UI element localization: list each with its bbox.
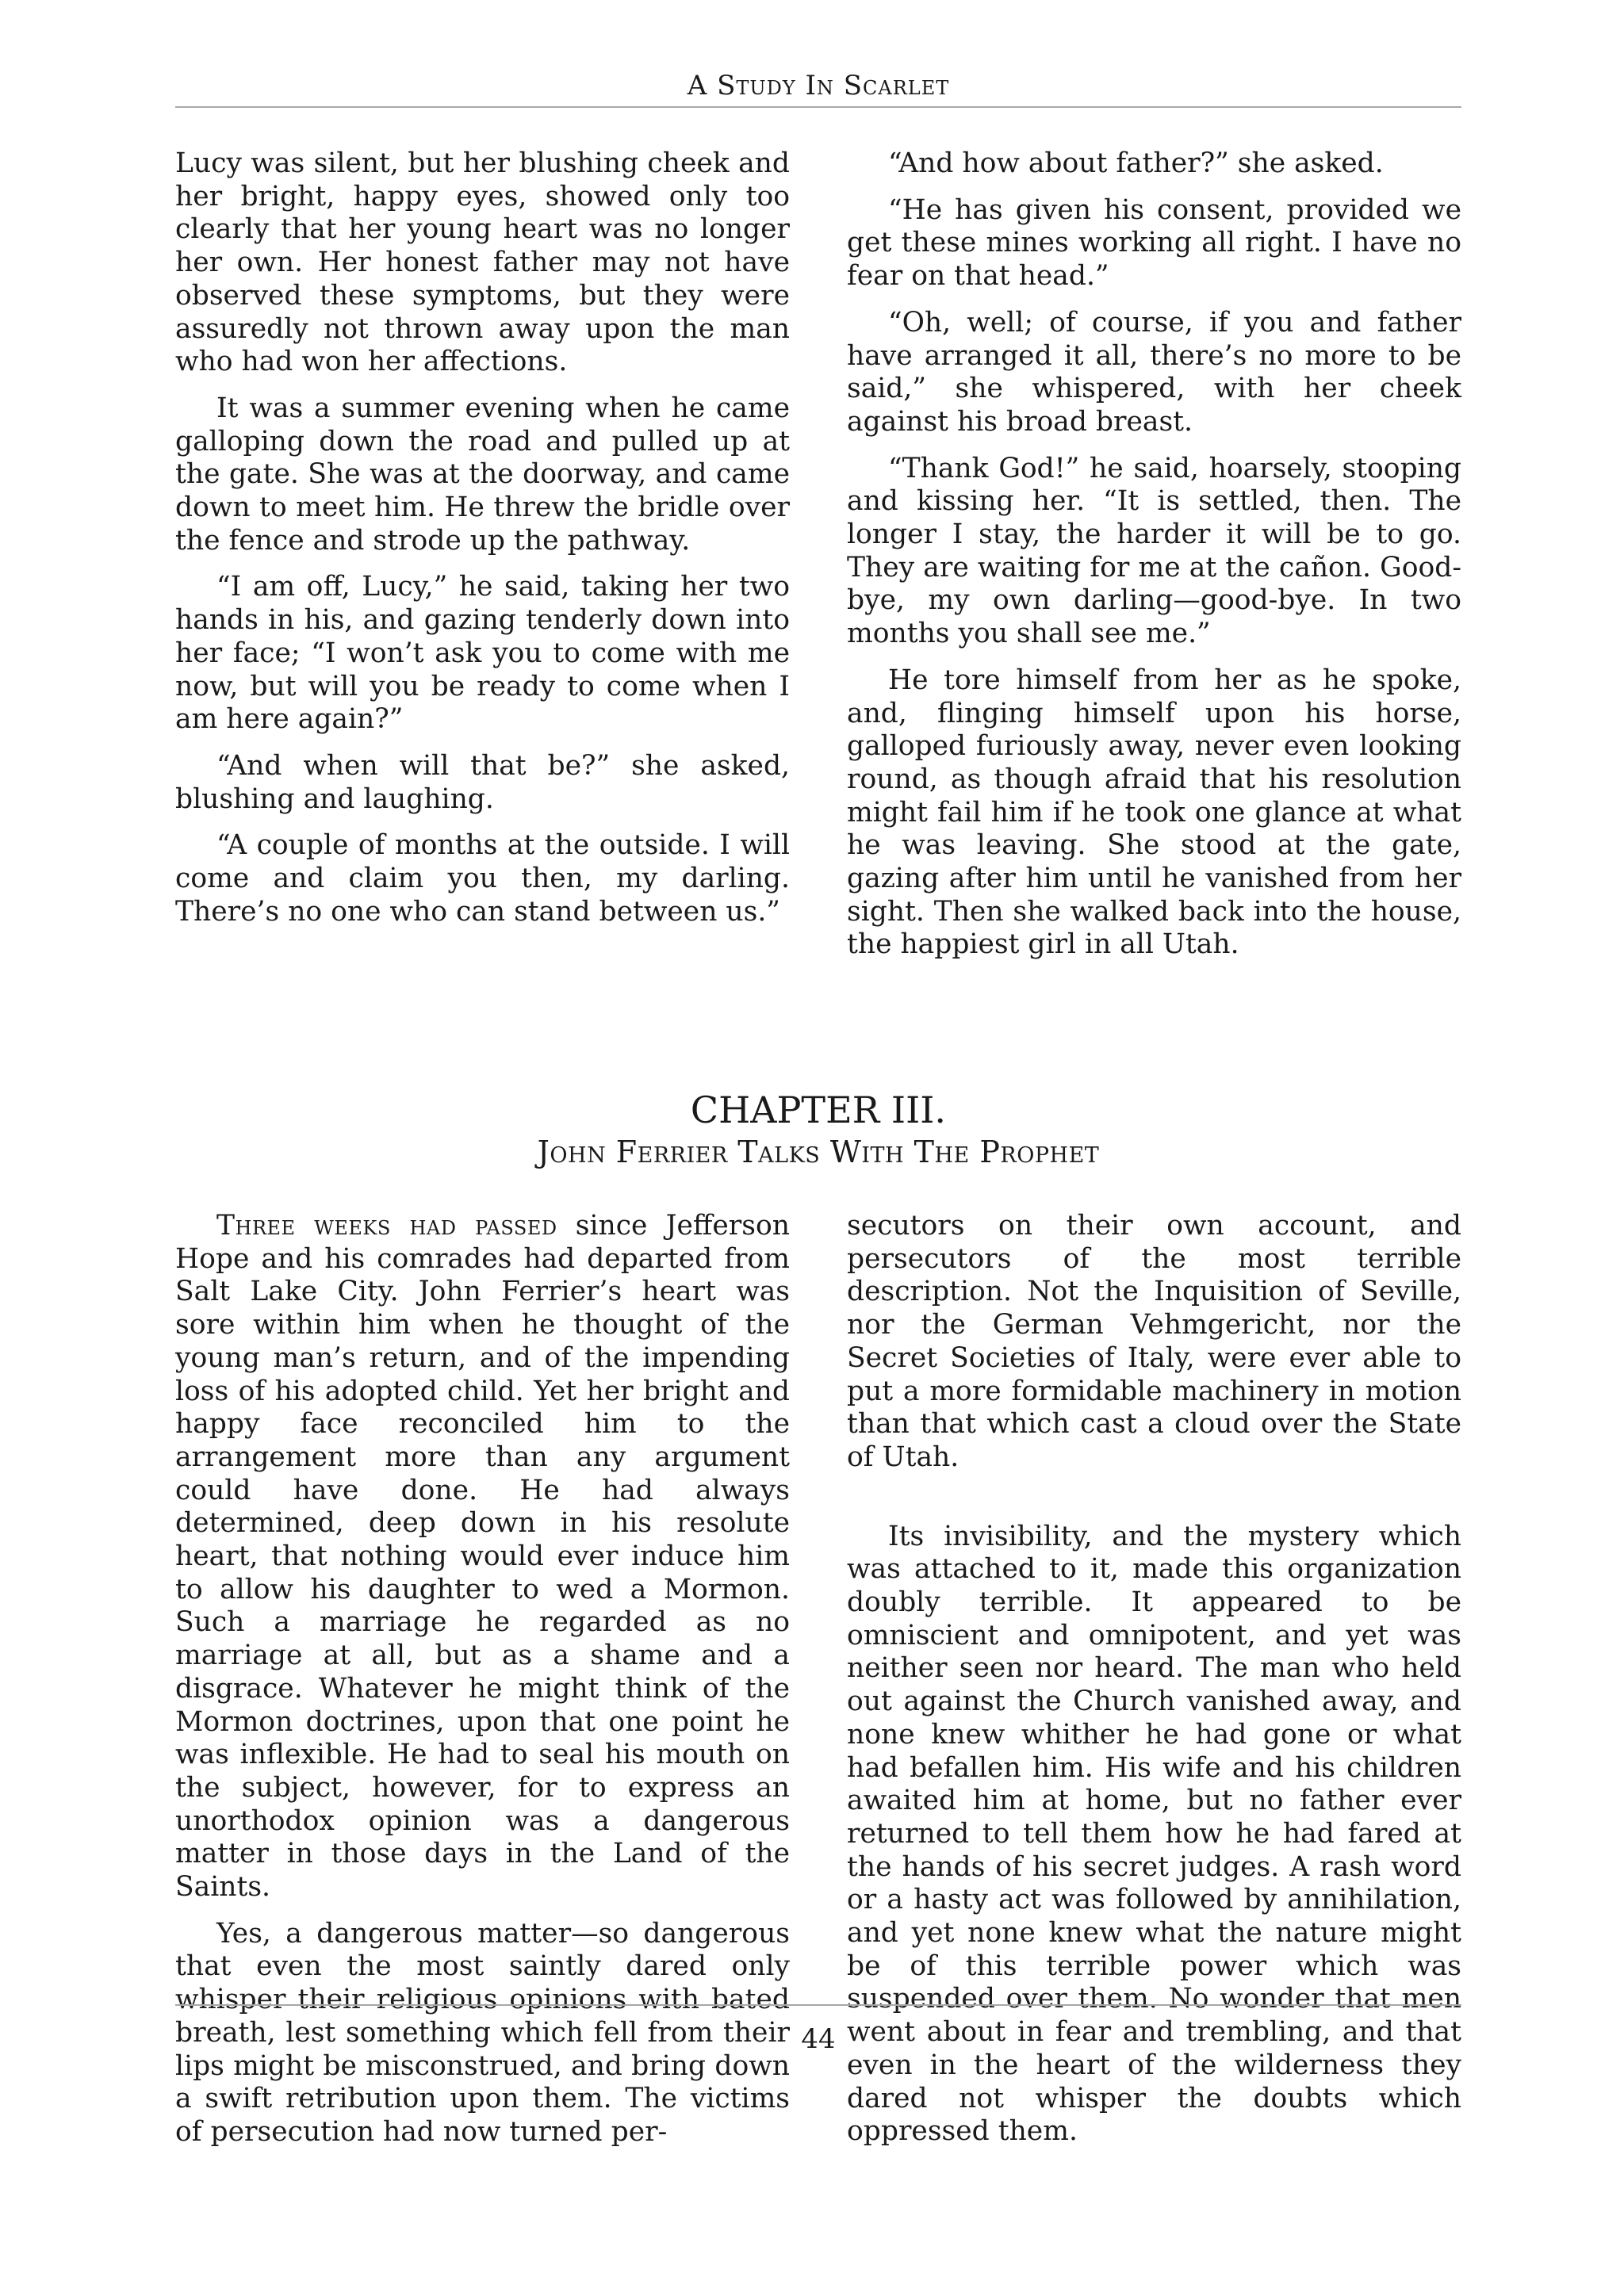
bottom-left-column [175, 1210, 790, 2163]
paragraph: It was a summer evening when he came galloping down the road and pulled up at the gate. She was at the doorway, and came down to meet him. He threw the bridle over the fence and strode up the pathway. [175, 392, 790, 557]
paragraph: Yes, a dangerous matter—so dangerous that even the most saintly dared only whisper their religious opinions with bated breath, lest something which fell from their lips might be misconstrued, and bring down a swift retribution upon them. The victims of persecution had now turned per- [175, 1917, 790, 2148]
paragraph: Lucy was silent, but her blushing cheek and her bright, happy eyes, showed only too clearly that her young heart was no longer her own. Her honest father may not have observed these symptoms, but they were assuredly not thrown away upon the man who had won her affections. [175, 147, 790, 378]
paragraph: “And how about father?” she asked. [888, 147, 1384, 179]
top-left-column [175, 147, 790, 942]
footer-rule [175, 2004, 1461, 2006]
running-head: A Study In Scarlet [687, 70, 950, 101]
paragraph: “A couple of months at the outside. I will come and claim you then, my darling. There’s no one who can stand between us.” [175, 829, 790, 928]
page-number: 44 [801, 2023, 836, 2055]
chapter-subtitle: John Ferrier Talks With The Prophet [537, 1135, 1100, 1169]
paragraph: “Thank God!” he said, hoarsely, stooping and kissing her. “It is settled, then. The longer I stay, the harder it will be to go. They are waiting for me at the cañon. Good-bye, my own darling—good-bye. In two months you shall see me.” [847, 452, 1461, 650]
opening-words: Three weeks had passed [216, 1210, 557, 1242]
paragraph: “And when will that be?” she asked, blushing and laughing. [175, 749, 790, 815]
header-rule [175, 106, 1461, 108]
bottom-right-column [847, 1210, 1461, 2162]
paragraph: He tore himself from her as he spoke, and, flinging himself upon his horse, galloped furiously away, never even looking round, as though afraid that his resolution might fail him if he took one glance at what he was leaving. She stood at the gate, gazing after him until he vanished from her sight. Then she walked back into the house, the happiest girl in all Utah. [847, 664, 1461, 961]
opening-text: since Jefferson Hope and his comrades had departed from Salt Lake City. John Ferrier’s heart was sore within him when he thought of the young man’s return, and of the impending loss of his adopted child. Yet her bright and happy face reconciled him to the arrangement more than any argument could have done. He had always determined, deep down in his resolute heart, that nothing would ever induce him to allow his daughter to wed a Mormon. Such a marriage he regarded as no marriage at all, but as a shame and a disgrace. Whatever he might think of the Mormon doctrines, upon that one point he was inflexible. He had to seal his mouth on the subject, however, for to express an unorthodox opinion was a dangerous matter in those days in the Land of the Saints. [175, 1210, 790, 1904]
paragraph: secutors on their own account, and persecutors of the most terrible description. Not the Inquisition of Seville, nor the German Vehmgericht, nor the Secret Societies of Italy, were ever able to put a more formidable machinery in motion than that which cast a cloud over the State of Utah. [847, 1210, 1461, 1473]
chapter-title: CHAPTER III. [690, 1089, 947, 1131]
chapter-opening-paragraph [175, 1210, 790, 1904]
paragraph: “Oh, well; of course, if you and father have arranged it all, there’s no more to be said,” she whispered, with her cheek against his broad breast. [847, 306, 1461, 438]
paragraph: Its invisibility, and the mystery which was attached to it, made this organization doubly terrible. It appeared to be omniscient and omnipotent, and yet was neither seen nor heard. The man who held out against the Church vanished away, and none knew whither he had gone or what had befallen him. His wife and his children awaited him at home, but no father ever returned to tell them how he had fared at the hands of his secret judges. A rash word or a hasty act was followed by annihilation, and yet none knew what the nature might be of this terrible power which was suspended over them. No wonder that men went about in fear and trembling, and that even in the heart of the wilderness they dared not whisper the doubts which oppressed them. [847, 1520, 1461, 2148]
top-right-column [847, 147, 1461, 975]
paragraph: “He has given his consent, provided we get these mines working all right. I have no fear on that head.” [847, 193, 1461, 293]
paragraph: “I am off, Lucy,” he said, taking her two hands in his, and gazing tenderly down into her face; “I won’t ask you to come with me now, but will you be ready to come when I am here again?” [175, 571, 790, 736]
